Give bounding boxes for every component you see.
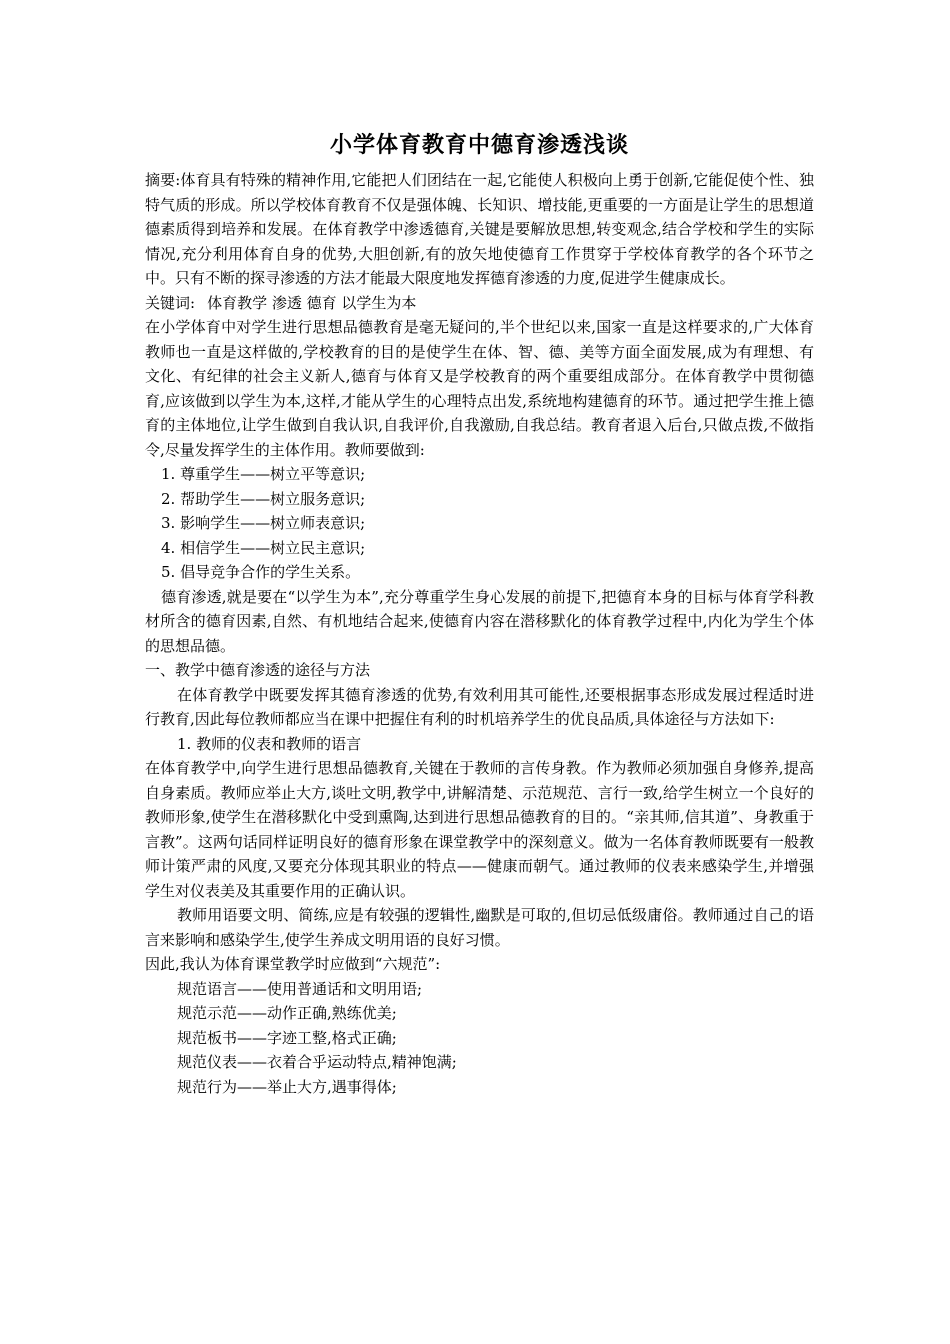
section-intro-paragraph: 在体育教学中既要发挥其德育渗透的优势,有效利用其可能性,还要根据事态形成发展过程适时进行教育,因此每位教师都应当在课中把握住有利的时机培养学生的优良品质,具体途径与方法如下: (145, 685, 814, 728)
abstract-paragraph: 摘要:体育具有特殊的精神作用,它能把人们团结在一起,它能使人积极向上勇于创新,它能促使个性、独特气质的形成。所以学校体育教育不仅是强体魄、长知识、增技能,更重要的一方面是让学生的思想道德素质得到培养和发展。在体育教学中渗透德育,关键是要解放思想,转变观念,结合学校和学生的实际情况,充分利用体育自身的优势,大胆创新,有的放矢地使德育工作贯穿于学校体育教学的各个环节之中。只有不断的探寻渗透的方法才能最大限度地发挥德育渗透的力度,促进学生健康成长。 (145, 171, 814, 287)
six-norms-intro: 因此,我认为体育课堂教学时应做到“六规范”: (145, 955, 441, 973)
list-item: 3. 影响学生——树立师表意识; (161, 514, 366, 532)
list-item: 4. 相信学生——树立民主意识; (161, 538, 366, 557)
list-item: 1. 尊重学生——树立平等意识; (161, 465, 366, 483)
list-item: 规范仪表——衣着合乎运动特点,精神饱满; (177, 1053, 457, 1071)
list-item: 规范板书——字迹工整,格式正确; (177, 1028, 397, 1047)
section-heading: 一、教学中德育渗透的途径与方法 (145, 661, 371, 679)
list-item: 规范示范——动作正确,熟练优美; (177, 1004, 397, 1022)
keywords-label: 关键词: (145, 293, 196, 312)
list-item: 规范行为——举止大方,遇事得体; (177, 1077, 397, 1096)
document-title: 小学体育教育中德育渗透浅谈 (329, 133, 629, 158)
appearance-paragraph: 在体育教学中,向学生进行思想品德教育,关键在于教师的言传身教。作为教师必须加强自身修养,提高自身素质。教师应举止大方,谈吐文明,教学中,讲解清楚、示范规范、言行一致,给学生树立一个良好的教师形象,使学生在潜移默化中受到熏陶,达到进行思想品德教育的目的。“亲其师,信其道”、身教重于言教”。这两句话同样证明良好的德育形象在课堂教学中的深刻意义。做为一名体育教师既要有一般教师计策严肃的风度,又要充分体现其职业的特点——健康而朝气。通过教师的仪表来感染学生,并增强学生对仪表美及其重要作用的正确认识。 (145, 759, 814, 900)
subheading: 1. 教师的仪表和教师的语言 (177, 734, 362, 753)
keywords-value: 体育教学 渗透 德育 以学生为本 (207, 293, 417, 312)
keywords-line (145, 291, 814, 316)
penetration-paragraph: 德育渗透,就是要在“以学生为本”,充分尊重学生身心发展的前提下,把德育本身的目标与体育学科教材所含的德育因素,自然、有机地结合起来,使德育内容在潜移默化的体育教学过程中,内化为学生个体的思想品德。 (145, 587, 814, 655)
list-item: 规范语言——使用普通话和文明用语; (177, 979, 423, 998)
language-paragraph: 教师用语要文明、简练,应是有较强的逻辑性,幽默是可取的,但切忌低级庸俗。教师通过自己的语言来影响和感染学生,使学生养成文明用语的良好习惯。 (145, 906, 814, 949)
intro-paragraph: 在小学体育中对学生进行思想品德教育是毫无疑问的,半个世纪以来,国家一直是这样要求的,广大体育教师也一直是这样做的,学校教育的目的是使学生在体、智、德、美等方面全面发展,成为有理想、有文化、有纪律的社会主义新人,德育与体育又是学校教育的两个重要组成部分。在体育教学中贯彻德育,应该做到以学生为本,这样,才能从学生的心理特点出发,系统地构建德育的环节。通过把学生推上德育的主体地位,让学生做到自我认识,自我评价,自我激励,自我总结。教育者退入后台,只做点拨,不做指令,尽量发挥学生的主体作用。教师要做到: (145, 318, 814, 459)
list-item: 2. 帮助学生——树立服务意识; (161, 489, 366, 508)
list-item: 5. 倡导竞争合作的学生关系。 (161, 563, 361, 581)
